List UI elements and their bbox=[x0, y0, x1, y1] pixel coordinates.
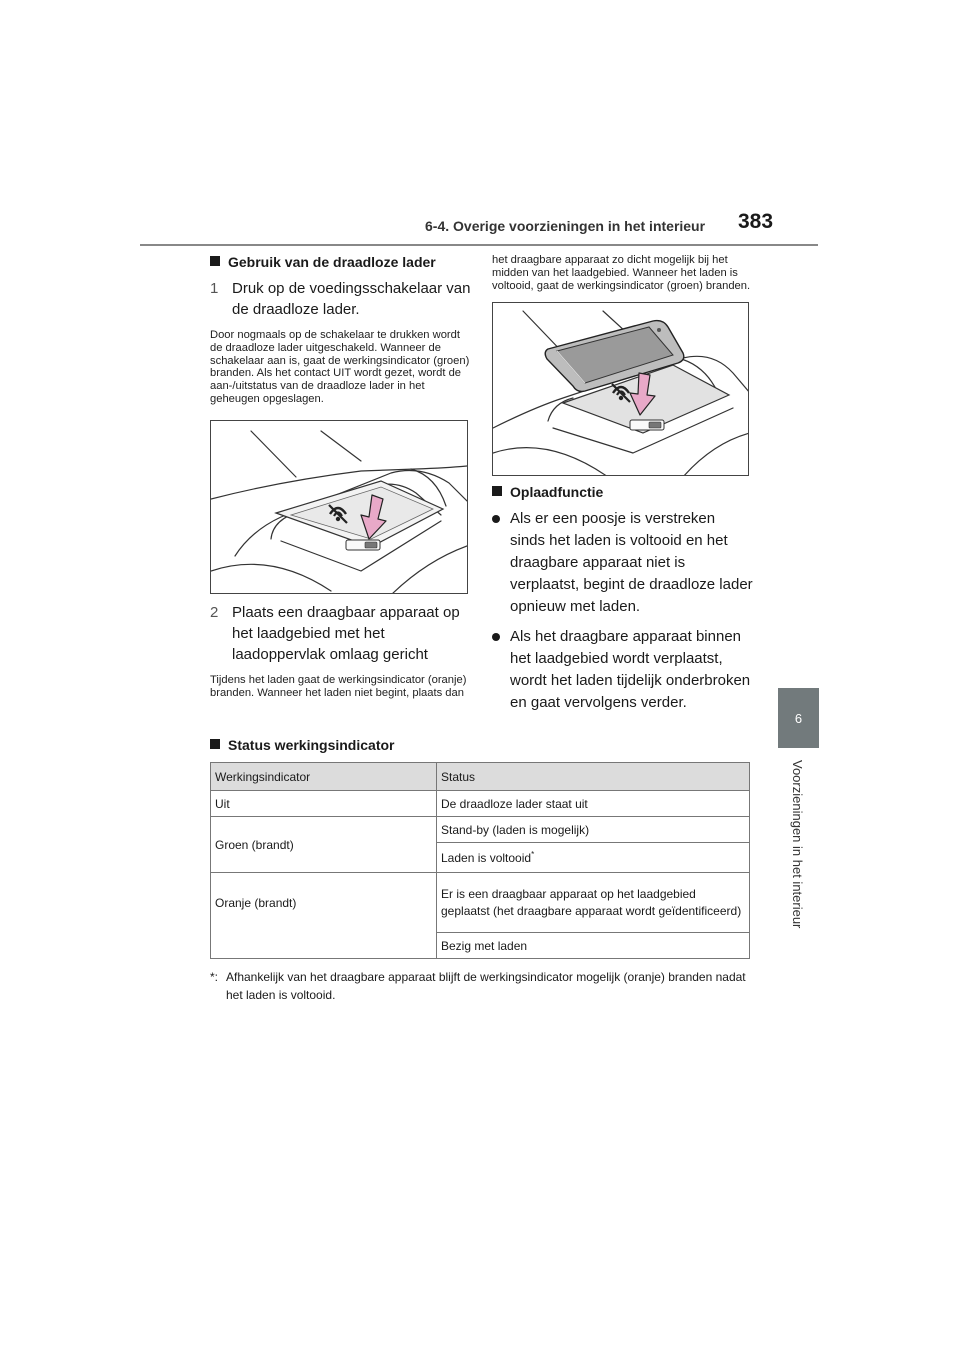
footnote-text: Afhankelijk van het draagbare apparaat blijft de werkingsindicator mogelijk (oranje) branden nadat het laden is voltooid. bbox=[226, 970, 746, 1002]
step-number: 2 bbox=[210, 603, 219, 621]
status-cell: De draadloze lader staat uit bbox=[437, 791, 750, 817]
section-header-title: 6-4. Overige voorzieningen in het interieur bbox=[425, 218, 706, 234]
bullet-icon bbox=[492, 626, 510, 714]
section-heading-charging-function: Oplaadfunctie bbox=[492, 484, 754, 500]
status-cell: Er is een draagbaar apparaat op het laadgebied geplaatst (het draagbare apparaat wordt geïdentificeerd) bbox=[437, 873, 750, 933]
status-cell: Bezig met laden bbox=[437, 933, 750, 959]
chapter-tab: 6 bbox=[778, 688, 819, 748]
bullet-icon bbox=[492, 508, 510, 618]
square-bullet-icon bbox=[210, 739, 220, 749]
list-item: Als er een poosje is verstreken sinds het laden is voltooid en het draagbare apparaat niet is verplaatst, begint de draadloze lader opnieuw met laden. bbox=[492, 508, 754, 618]
table-row bbox=[211, 817, 750, 843]
step-text: Druk op de voedingsschakelaar van de draadloze lader. bbox=[232, 280, 471, 318]
page-number: 383 bbox=[738, 210, 774, 233]
column-header-indicator: Werkingsindicator bbox=[211, 763, 437, 791]
device-placement-illustration bbox=[493, 303, 749, 476]
list-item: Als het draagbare apparaat binnen het laadgebied wordt verplaatst, wordt het laden tijdelijk onderbroken en gaat vervolgens verder. bbox=[492, 626, 754, 714]
square-bullet-icon bbox=[210, 256, 220, 266]
step-2-note-continued: het draagbare apparaat zo dicht mogelijk bij het midden van het laadgebied. Wanneer het laden is voltooid, gaat de werkingsindicator (groen) branden. bbox=[492, 254, 751, 292]
indicator-cell: Oranje (brandt) bbox=[211, 873, 437, 959]
column-header-status: Status bbox=[437, 763, 750, 791]
chapter-title-vertical: Voorzieningen in het interieur bbox=[790, 760, 805, 929]
section-heading-indicator-status: Status werkingsindicator bbox=[210, 737, 394, 753]
status-cell: Laden is voltooid* bbox=[437, 843, 750, 873]
table-header-row bbox=[211, 763, 750, 791]
status-cell: Stand-by (laden is mogelijk) bbox=[437, 817, 750, 843]
step-2 bbox=[210, 602, 472, 665]
square-bullet-icon bbox=[492, 486, 502, 496]
console-switch-illustration bbox=[211, 421, 468, 594]
indicator-cell: Groen (brandt) bbox=[211, 817, 437, 873]
footnote bbox=[210, 968, 755, 1004]
section-heading-wireless-charger: Gebruik van de draadloze lader bbox=[210, 254, 472, 270]
step-number: 1 bbox=[210, 280, 219, 297]
step-1 bbox=[210, 278, 472, 320]
header-divider bbox=[140, 244, 818, 246]
footnote-marker: *: bbox=[210, 970, 219, 984]
step-1-note: Door nogmaals op de schakelaar te drukken wordt de draadloze lader uitgeschakeld. Wanneer de schakelaar aan is, gaat de werkingsindicator (groen) branden. Als het contact UIT wordt gezet, wordt de aan-/uitstatus van de draadloze lader in het geheugen opgeslagen. bbox=[210, 329, 470, 405]
charging-function-list bbox=[492, 508, 754, 714]
indicator-status-table bbox=[210, 762, 750, 959]
step-text: Plaats een draagbaar apparaat op het laadgebied met het laadoppervlak omlaag gericht bbox=[232, 603, 460, 663]
table-row bbox=[211, 791, 750, 817]
figure-device-on-pad bbox=[492, 302, 749, 476]
table-row bbox=[211, 873, 750, 933]
figure-power-switch bbox=[210, 420, 468, 594]
right-column bbox=[492, 254, 754, 722]
left-column bbox=[210, 254, 472, 699]
step-2-note: Tijdens het laden gaat de werkingsindicator (oranje) branden. Wanneer het laden niet begint, plaats dan bbox=[210, 673, 467, 699]
footnote-marker: * bbox=[531, 850, 535, 859]
indicator-cell: Uit bbox=[211, 791, 437, 817]
